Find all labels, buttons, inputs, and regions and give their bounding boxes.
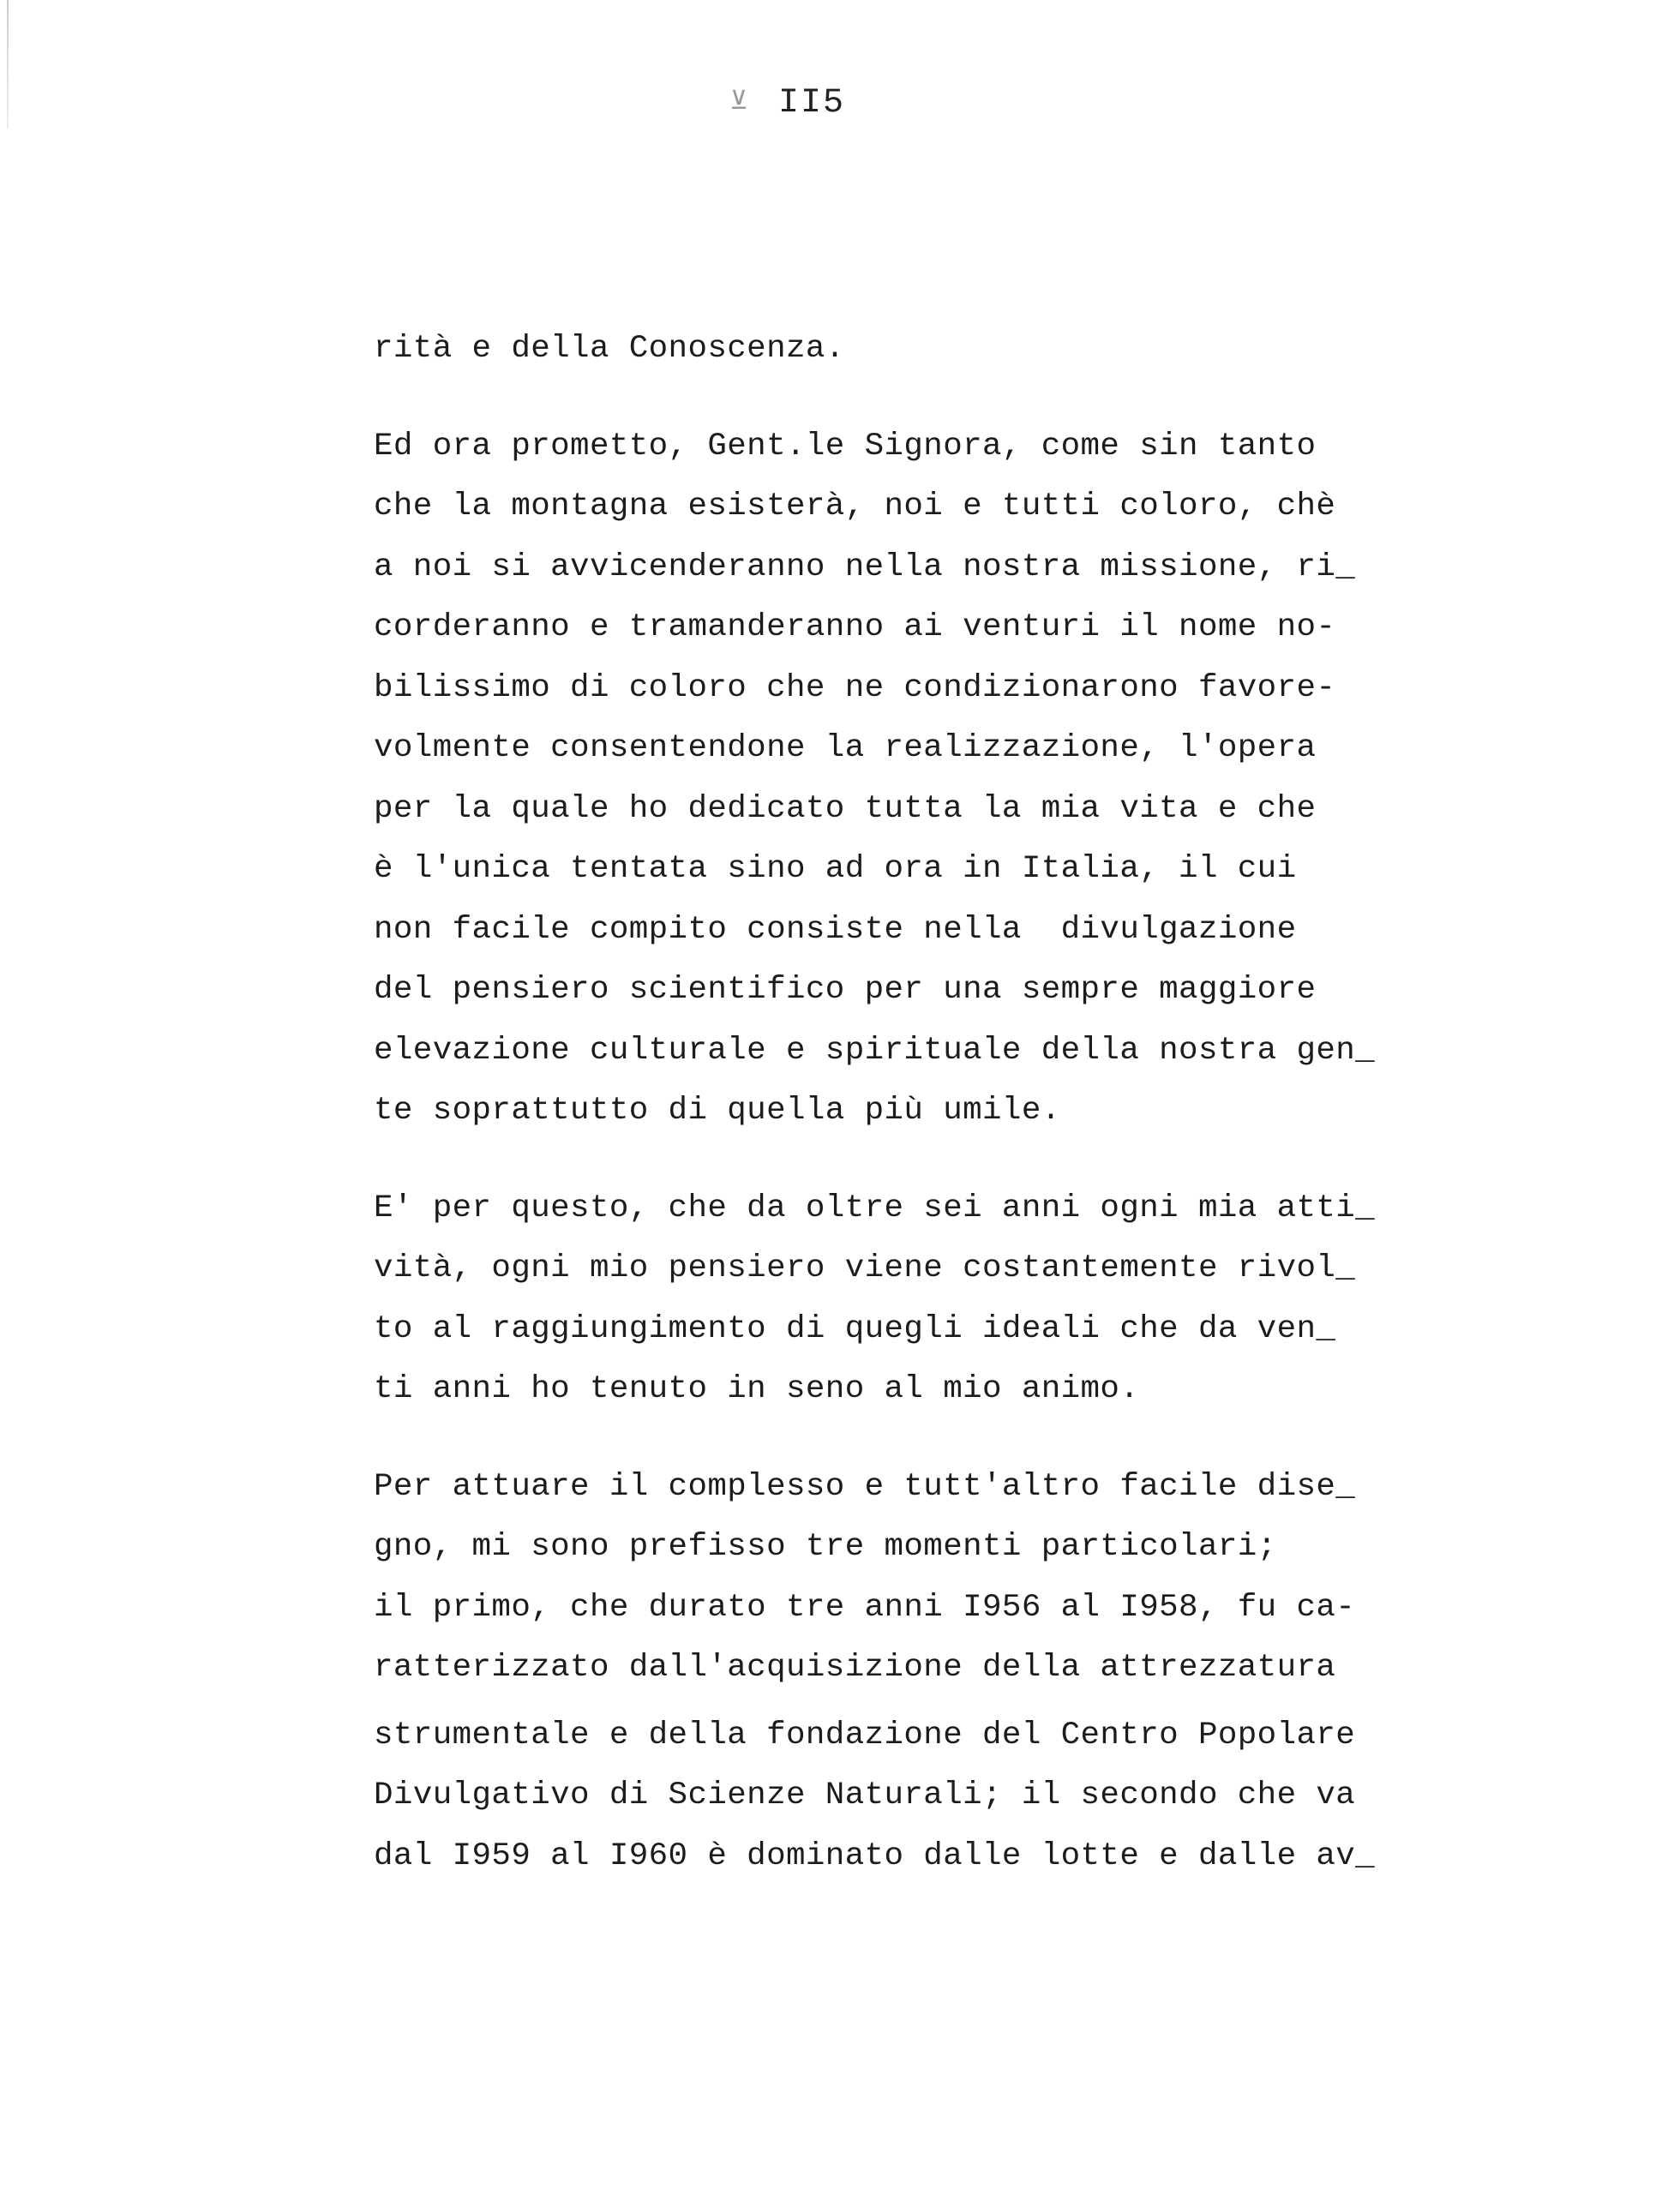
text-line: che la montagna esisterà, noi e tutti coloro, chè (374, 489, 1336, 525)
paragraph-3 (374, 1178, 1428, 1420)
paragraph-1 (374, 319, 1428, 380)
text-line: rità e della Conoscenza. (374, 331, 845, 367)
text-line: del pensiero scientifico per una sempre maggiore (374, 972, 1317, 1008)
paragraph-4 (374, 1457, 1428, 1699)
text-line: Divulgativo di Scienze Naturali; il secondo che va (374, 1777, 1356, 1813)
text-line: ratterizzato dall'acquisizione della attrezzatura (374, 1650, 1336, 1686)
text-line: il primo, che durato tre anni I956 al I958, fu ca- (374, 1589, 1356, 1626)
text-line: volmente consentendone la realizzazione, l'opera (374, 730, 1317, 766)
page-mark: ⊻ (729, 88, 750, 117)
text-line: bilissimo di coloro che ne condizionarono favore- (374, 669, 1336, 706)
text-line: a noi si avvicenderanno nella nostra missione, ri_ (374, 548, 1356, 585)
text-line: corderanno e tramanderanno ai venturi il nome no- (374, 609, 1336, 645)
page-number (729, 84, 846, 123)
page-number-text: II5 (778, 84, 846, 123)
text-line: strumentale e della fondazione del Centro Popolare (374, 1717, 1356, 1753)
text-line: vità, ogni mio pensiero viene costantemente rivol_ (374, 1250, 1356, 1286)
text-line: gno, mi sono prefisso tre momenti particolari; (374, 1529, 1277, 1565)
text-line: non facile compito consiste nella divulgazione (374, 911, 1297, 948)
text-line: è l'unica tentata sino ad ora in Italia, il cui (374, 851, 1297, 887)
text-line: Per attuare il complesso e tutt'altro facile dise_ (374, 1468, 1356, 1505)
text-line: E' per questo, che da oltre sei anni ogni mia atti_ (374, 1190, 1376, 1226)
text-line: to al raggiungimento di quegli ideali che da ven_ (374, 1310, 1336, 1347)
text-line: ti anni ho tenuto in seno al mio animo. (374, 1371, 1140, 1407)
text-line: per la quale ho dedicato tutta la mia vita e che (374, 790, 1317, 827)
text-line: te soprattutto di quella più umile. (374, 1093, 1061, 1129)
paragraph-5 (374, 1705, 1428, 1887)
scan-edge-mark (7, 0, 9, 129)
body-text (374, 319, 1428, 1886)
text-line: Ed ora prometto, Gent.le Signora, come sin tanto (374, 428, 1317, 465)
text-line: dal I959 al I960 è dominato dalle lotte e dalle av_ (374, 1837, 1376, 1874)
paragraph-2 (374, 417, 1428, 1142)
text-line: elevazione culturale e spirituale della nostra gen_ (374, 1032, 1376, 1069)
